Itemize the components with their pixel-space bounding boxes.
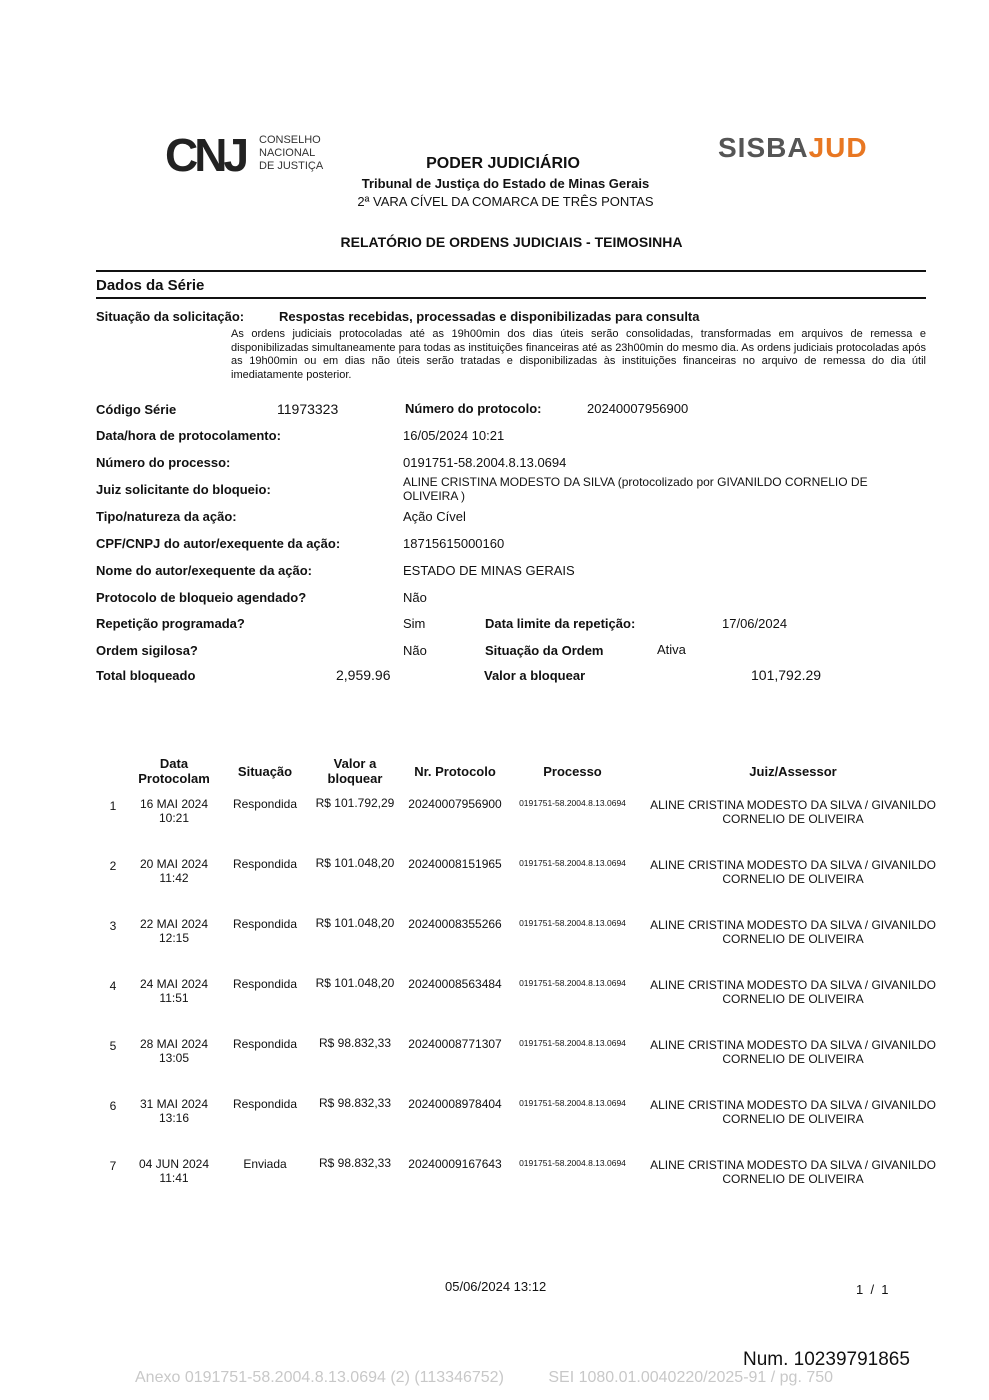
annex-watermark: Anexo 0191751-58.2004.8.13.0694 (2) (113346752) SEI 1080.01.0040220/2025-91 / pg. 750 [135,1369,834,1386]
row-number: 1 [109,799,117,813]
row-processo: 0191751-58.2004.8.13.0694 [519,978,626,988]
tipo-label: Tipo/natureza da ação: [96,509,237,524]
report-title: RELATÓRIO DE ORDENS JUDICIAIS - TEIMOSINHA [340,234,683,250]
valor-bloquear-value: 101,792.29 [751,667,822,683]
col-header-data [124,756,224,786]
row-processo: 0191751-58.2004.8.13.0694 [519,858,626,868]
row-protocolo: 20240008355266 [408,917,502,931]
row-date: 31 MAI 2024 [139,1097,209,1111]
row-juiz-line1: ALINE CRISTINA MODESTO DA SILVA / GIVANILDO [650,1038,936,1052]
row-valor: R$ 101.792,29 [315,796,395,810]
cpf-value: 18715615000160 [403,536,505,551]
row-number: 4 [109,979,117,993]
row-juiz-line2: CORNELIO DE OLIVEIRA [722,1112,864,1126]
agendado-label: Protocolo de bloqueio agendado? [96,590,307,605]
repeticao-value: Sim [403,616,426,631]
row-valor: R$ 101.048,20 [315,976,395,990]
row-protocolo: 20240009167643 [408,1157,502,1171]
row-valor: R$ 101.048,20 [315,916,395,930]
row-situacao: Respondida [232,857,298,871]
total-bloqueado-value: 2,959.96 [336,667,391,683]
row-number: 6 [109,1099,117,1113]
row-juiz-line1: ALINE CRISTINA MODESTO DA SILVA / GIVANILDO [650,978,936,992]
header-tribunal: Tribunal de Justiça do Estado de Minas Gerais [361,176,650,191]
section-title: Dados da Série [96,277,205,294]
row-juiz-line2: CORNELIO DE OLIVEIRA [722,872,864,886]
row-situacao: Respondida [232,917,298,931]
situacao-ordem-value: Ativa [657,642,686,657]
agendado-value: Não [403,590,427,605]
row-time: 13:16 [158,1111,190,1125]
juiz-value-line: ALINE CRISTINA MODESTO DA SILVA (protocolizado por GIVANILDO CORNELIO DE [403,475,868,489]
cnj-logo-line: DE JUSTIÇA [259,160,324,172]
row-date: 28 MAI 2024 [139,1037,209,1051]
tipo-value: Ação Cível [403,509,466,524]
row-valor: R$ 98.832,33 [318,1096,392,1110]
sigilosa-label: Ordem sigilosa? [96,643,198,658]
row-number: 2 [109,859,117,873]
footer-date: 05/06/2024 13:12 [445,1279,547,1294]
row-date: 04 JUN 2024 [138,1157,210,1171]
row-juiz-line2: CORNELIO DE OLIVEIRA [722,932,864,946]
cpf-label: CPF/CNPJ do autor/exequente da ação: [96,536,341,551]
row-time: 13:05 [158,1051,190,1065]
row-processo: 0191751-58.2004.8.13.0694 [519,1038,626,1048]
situacao-ordem-label: Situação da Ordem [485,643,604,658]
codigo-serie-value: 11973323 [277,401,339,417]
row-processo: 0191751-58.2004.8.13.0694 [519,1098,626,1108]
sisbajud-logo-a: SISBA [718,132,809,163]
row-time: 12:15 [158,931,190,945]
row-time: 10:21 [158,811,190,825]
col-header-valor-line: Valor a [333,756,377,771]
row-juiz-line2: CORNELIO DE OLIVEIRA [722,1172,864,1186]
col-header-protocolo: Nr. Protocolo [414,764,496,779]
sigilosa-value: Não [403,643,427,658]
data-hora-label: Data/hora de protocolamento: [96,428,281,443]
row-number: 7 [109,1159,117,1173]
processo-value: 0191751-58.2004.8.13.0694 [403,455,567,470]
header-vara: 2ª VARA CÍVEL DA COMARCA DE TRÊS PONTAS [357,194,654,209]
col-header-valor [310,756,400,786]
data-limite-label: Data limite da repetição: [485,616,636,631]
row-number: 5 [109,1039,117,1053]
row-situacao: Respondida [232,977,298,991]
row-protocolo: 20240008151965 [408,857,502,871]
col-header-processo: Processo [543,764,602,779]
data-limite-value: 17/06/2024 [722,616,788,631]
juiz-label: Juiz solicitante do bloqueio: [96,482,271,497]
row-protocolo: 20240007956900 [408,797,502,811]
row-juiz-line1: ALINE CRISTINA MODESTO DA SILVA / GIVANILDO [650,918,936,932]
sisbajud-logo-b: JUD [808,132,868,163]
header-court: PODER JUDICIÁRIO [426,155,580,172]
juiz-value [403,475,868,503]
row-protocolo: 20240008771307 [408,1037,502,1051]
repeticao-label: Repetição programada? [96,616,245,631]
section-top-rule [96,270,926,272]
row-processo: 0191751-58.2004.8.13.0694 [519,798,626,808]
row-situacao: Respondida [232,1097,298,1111]
codigo-serie-label: Código Série [96,402,177,417]
row-valor: R$ 98.832,33 [318,1036,392,1050]
processo-label: Número do processo: [96,455,231,470]
cnj-logo-mark: CNJ [165,129,246,181]
row-number: 3 [109,919,117,933]
row-date: 24 MAI 2024 [139,977,209,991]
row-juiz-line2: CORNELIO DE OLIVEIRA [722,992,864,1006]
situacao-value: Respostas recebidas, processadas e disponibilizadas para consulta [279,309,700,324]
col-header-data-line: Data [159,756,189,771]
row-protocolo: 20240008978404 [408,1097,502,1111]
section-bottom-rule [96,297,926,299]
row-protocolo: 20240008563484 [408,977,502,991]
cnj-logo-line: CONSELHO [259,134,321,146]
row-valor: R$ 101.048,20 [315,856,395,870]
row-valor: R$ 98.832,33 [318,1156,392,1170]
col-header-situacao: Situação [237,764,293,779]
row-juiz-line1: ALINE CRISTINA MODESTO DA SILVA / GIVANILDO [650,858,936,872]
nome-value: ESTADO DE MINAS GERAIS [403,563,575,578]
page-indicator: 1 / 1 [856,1282,889,1297]
document-number: Num. 10239791865 [743,1349,910,1370]
row-processo: 0191751-58.2004.8.13.0694 [519,1158,626,1168]
row-time: 11:41 [159,1171,189,1185]
col-header-juiz: Juiz/Assessor [749,764,837,779]
row-juiz-line1: ALINE CRISTINA MODESTO DA SILVA / GIVANILDO [650,1158,936,1172]
row-juiz-line2: CORNELIO DE OLIVEIRA [722,1052,864,1066]
data-hora-value: 16/05/2024 10:21 [403,428,505,443]
row-juiz-line1: ALINE CRISTINA MODESTO DA SILVA / GIVANILDO [650,798,936,812]
situacao-note: As ordens judiciais protocoladas até as 19h00min dos dias úteis serão consolidadas, transformadas em arquivos de remessa e disponibilizadas simultaneamente para todas as instituições financeiras até as 23h00min do mesmo dia. As ordens judiciais protocoladas após as 19h00min ou em dias não úteis serão tratadas e disponibilizadas às instituições financeiras no arquivo de remessa do dia útil imediatamente posterior. [231,328,926,381]
col-header-valor-line: bloquear [327,771,383,786]
row-situacao: Respondida [232,1037,298,1051]
row-processo: 0191751-58.2004.8.13.0694 [519,918,626,928]
valor-bloquear-label: Valor a bloquear [484,668,586,683]
nome-label: Nome do autor/exequente da ação: [96,563,312,578]
col-header-data-line: Protocolam [138,771,210,786]
row-juiz-line2: CORNELIO DE OLIVEIRA [722,812,864,826]
total-bloqueado-label: Total bloqueado [96,668,196,683]
juiz-value-line: OLIVEIRA ) [403,489,466,503]
row-situacao: Enviada [243,1157,287,1171]
row-time: 11:42 [159,871,189,885]
cnj-logo-line: NACIONAL [259,147,316,159]
row-situacao: Respondida [232,797,298,811]
protocolo-value: 20240007956900 [587,401,689,416]
row-date: 20 MAI 2024 [139,857,209,871]
row-time: 11:51 [159,991,189,1005]
protocolo-label: Número do protocolo: [405,401,542,416]
row-juiz-line1: ALINE CRISTINA MODESTO DA SILVA / GIVANILDO [650,1098,936,1112]
situacao-label: Situação da solicitação: [96,309,245,324]
row-date: 16 MAI 2024 [139,797,209,811]
row-date: 22 MAI 2024 [139,917,209,931]
